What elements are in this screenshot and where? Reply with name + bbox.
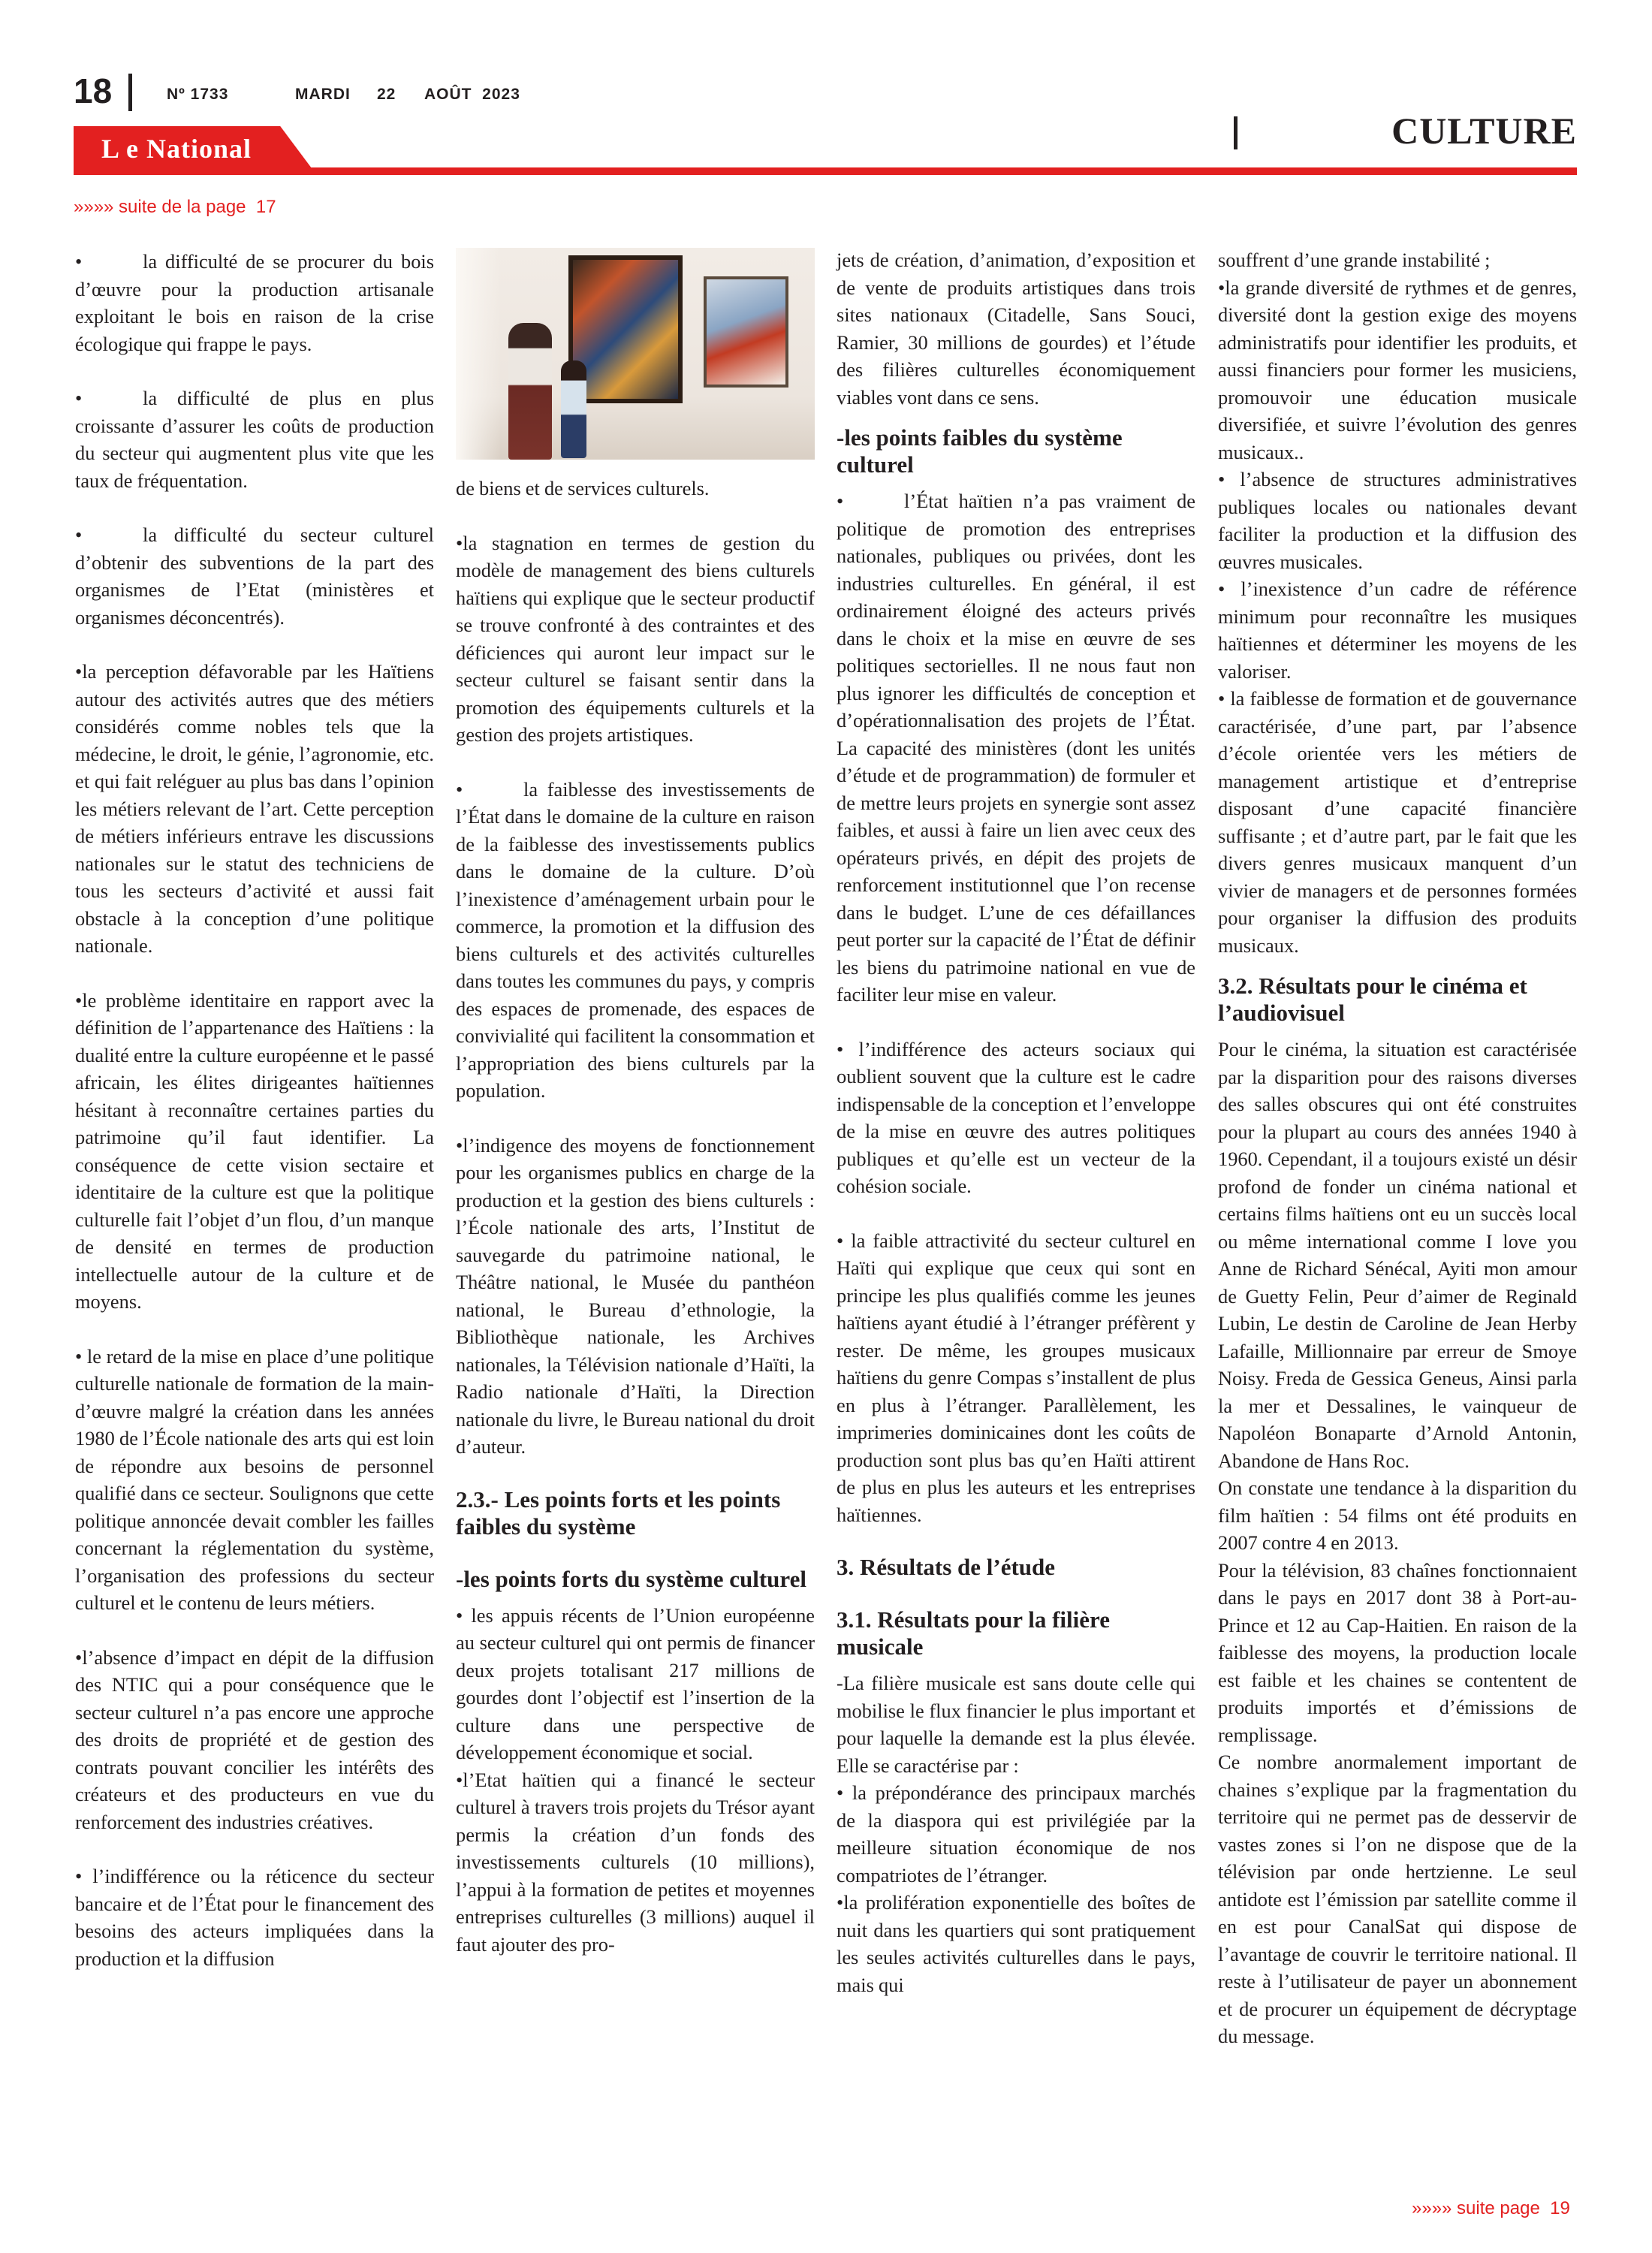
paragraph: • la faible attractivité du secteur culturel en Haïti qui explique que ceux qui sont en principe les plus qualifiés comme les jeunes haïtiens ayant étudié à l’étranger préfèrent y rester. De même, les groupes musicaux haïtiens du genre Compas s’installent de plus en plus à l’étranger. Parallèlement, les imprimeries dominicaines dont les coûts de production sont plus bas qu’en Haïti attirent de plus en plus les auteurs et les entreprises haïtiennes.	[837, 1229, 1195, 1526]
subsection-heading: -les points forts du système culturel	[456, 1565, 806, 1592]
paragraph: • l’indifférence des acteurs sociaux qui oublient souvent que la culture est le cadre indispensable de la conception et l’enveloppe de la mise en œuvre des autres politiques publiques et qu’elle est un vecteur de la cohésion sociale.	[837, 1037, 1195, 1197]
section-divider	[1234, 116, 1237, 149]
paragraph: souffrent d’une grande instabilité ;	[1218, 249, 1491, 271]
painting	[704, 276, 788, 388]
subsection-heading: -les points faibles du système culturel	[837, 424, 1123, 478]
column-1	[75, 248, 434, 1972]
paragraph: • le retard de la mise en place d’une politique culturelle nationale de formation de la main-d’œuvre malgré la création dans les années 1980 de l’École nationale des arts qui est loin de répondre aux besoins de personnel qualifié dans ce secteur. Soulignons que cette politique annoncée devait combler les failles concernant la réglementation du système, l’organisation des professions du secteur culturel et le contenu de leurs métiers.	[75, 1344, 434, 1614]
paragraph: •la perception défavorable par les Haïtiens autour des activités autres que des métiers considérés comme nobles tels que la médecine, le droit, le génie, l’agronomie, etc. et qui fait reléguer au plus bas dans l’opinion les métiers relevant de l’art. Cette perception de métiers inférieurs entrave les discussions nationales sur le statut des techniciens de tous les secteurs d’activité et aussi fait obstacle à la conception d’une politique nationale.	[75, 660, 434, 957]
paragraph: •la stagnation en termes de gestion du modèle de management des biens culturels haïtiens qui explique que le secteur productif se trouve confronté à des contraintes et des déficiences qui auront leur impact sur le secteur culturel se faisant sentir dans la promotion des équipements culturels et la gestion des projets artistiques.	[456, 531, 815, 746]
section-heading: 2.3.- Les points forts et les points faibles du système	[456, 1485, 781, 1540]
paragraph: Pour la télévision, 83 chaînes fonctionnaient dans le pays en 2017 dont 38 à Port-au-Prince et 12 au Cap-Haitien. En raison de la faiblesse des moyens, la production locale est faible et les chaines se contentent de produits importés et d’émissions de remplissage.	[1218, 1558, 1577, 1746]
page-number-divider	[128, 74, 132, 111]
paragraph: • l’absence de structures administratives publiques locales ou nationales devant faciliter la production et la diffusion des œuvres musicales.	[1218, 468, 1577, 573]
column-3	[837, 246, 1195, 1998]
paragraph: • la faiblesse des investissements de l’État dans le domaine de la culture en raison de la faiblesse des investissements publics dans le domaine de la culture. D’où l’inexistence d’aménagement urbain pour le commerce, la promotion et la diffusion des biens culturels et des activités culturelles dans toutes les communes du pays, y compris des espaces de promenade, des espaces de convivialité qui facilitent la consommation et l’appropriation des biens culturels par la population.	[456, 777, 815, 1102]
paragraph: Ce nombre anormalement important de chaines s’explique par la fragmentation du territoire qui ne permet pas de desservir de vastes zones si l’on ne dispose que de la télévision par onde hertzienne. Le seul antidote est l’émission par satellite comme il en est pour CanalSat qui dispose de l’avantage de couvrir le territoire national. Il reste à l’utilisateur de payer un abonnement et de procurer un équipement de décryptage du message.	[1218, 1751, 1577, 2047]
issue-month-year: AOÛT 2023	[424, 86, 520, 103]
paragraph: • la prépondérance des principaux marchés de la diaspora qui est privilégiée par la meilleure situation économique de nos compatriotes de l’étranger.	[837, 1781, 1195, 1887]
brand-logo: L e National	[101, 134, 252, 164]
paragraph: jets de création, d’animation, d’exposition et de vente de produits artistiques dans trois sites nationaux (Citadelle, Sans Souci, Ramier, 30 millions de gourdes) et l’étude des filières culturelles économiquement viables vont dans ce sens.	[837, 249, 1195, 409]
subsection-heading: 3.1. Résultats pour la filière musicale	[837, 1606, 1110, 1660]
paragraph: •l’absence d’impact en dépit de la diffusion des NTIC qui a pour conséquence que le secteur culturel n’a pas encore une approche des droits de propriété et de gestion des contrats pouvant concilier les intérêts des créateurs et des producteurs en vue du renforcement des industries créatives.	[75, 1645, 434, 1833]
visitor-figure	[508, 323, 552, 460]
continued-to-link[interactable]: »»»» suite page 19	[1412, 2198, 1570, 2218]
paragraph: •l’indigence des moyens de fonctionnement pour les organismes publics en charge de la production et la gestion des biens culturels : l’École nationale des arts, l’Institut de sauvegarde du patrimoine national, le Théâtre national, le Musée du panthéon national, le Bureau d’ethnologie, la Bibliothèque nationale, les Archives nationales, la Télévision nationale d’Haïti, la Radio nationale d’Haïti, la Direction nationale du livre, le Bureau national du droit d’auteur.	[456, 1133, 815, 1458]
paragraph: • la difficulté du secteur culturel d’obtenir des subventions de la part des organismes de l’Etat (ministères et organismes déconcentrés).	[75, 523, 434, 629]
column-2	[456, 248, 815, 1958]
section-label: CULTURE	[1391, 110, 1577, 152]
subsection-heading: 3.2. Résultats pour le cinéma et l’audiovisuel	[1218, 973, 1527, 1026]
paragraph: • la faiblesse de formation et de gouvernance caractérisée, d’une part, par l’absence d’école orientée vers les métiers de management artistique et d’entreprise disposant d’une capacité financière suffisante ; et d’autre part, par le fait que les divers genres musicaux manquent d’un vivier de managers et de personnes formées pour organiser la diffusion des produits musicaux.	[1218, 687, 1577, 957]
page-number: 18	[74, 71, 113, 110]
paragraph: de biens et de services culturels.	[456, 477, 710, 499]
paragraph: •la grande diversité de rythmes et de genres, diversité dont la gestion exige des moyens administratifs pour identifier les produits, et aussi financiers pour former les musiciens, promouvoir une éducation musicale diversifiée, et suivre l’évolution des genres musicaux..	[1218, 276, 1577, 463]
paragraph: -La filière musicale est sans doute celle qui mobilise le flux financier le plus important et pour laquelle la demande est la plus élevée. Elle se caractérise par :	[837, 1672, 1195, 1777]
article-photo	[456, 248, 815, 460]
paragraph: •l’Etat haïtien qui a financé le secteur culturel à travers trois projets du Trésor ayant permis la création d’un fonds des investissements culturels (10 millions), l’appui à la formation de petites et moyennes entreprises culturelles (3 millions) auquel il faut ajouter des pro-	[456, 1768, 815, 1956]
section-heading: 3. Résultats de l’étude	[837, 1554, 1056, 1580]
paragraph: Pour le cinéma, la situation est caractérisée par la disparition pour des raisons diverses des salles obscures qui ont été construites pour la plupart au cours des années 1940 à 1960. Cependant, il a toujours existé un désir profond de fonder un cinéma national et certains films haïtiens ont eu un succès local ou même international comme I love you Anne de Richard Sénécal, Ayiti mon amour de Guetty Felin, Peur d’aimer de Reginald Lubin, Le destin de Caroline de Jean Herby Lafaille, Millionnaire par erreur de Smoye Noisy. Freda de Gessica Geneus, Ainsi parla la mer et Dessalines, le vainqueur de Napoléon Bonaparte d’Arnold Antonin, Abandone de Hans Roc.	[1218, 1038, 1577, 1472]
paragraph: • les appuis récents de l’Union européenne au secteur culturel qui ont permis de financer deux projets totalisant 217 millions de gourdes dont l’objectif est l’insertion de la culture dans une perspective de développement économique et social.	[456, 1603, 815, 1763]
issue-day: MARDI	[295, 86, 351, 103]
header-rule	[74, 167, 1577, 175]
paragraph: •la prolifération exponentielle des boîtes de nuit dans les quartiers qui sont pratiquement les seules activités culturelles dans le pays, mais qui	[837, 1891, 1195, 1996]
paragraph: •le problème identitaire en rapport avec la définition de l’appartenance des Haïtiens : la dualité entre la culture européenne et le passé africain, les élites dirigeantes haïtiennes hésitant à reconnaître certaines parties du patrimoine qu’il faut identifier. La conséquence de cette vision sectaire et identitaire de la culture est que la politique culturelle fait l’objet d’un flou, d’un manque de densité en termes de production intellectuelle autour de la culture et de moyens.	[75, 988, 434, 1313]
column-4	[1218, 246, 1577, 2050]
child-figure	[561, 360, 586, 458]
paragraph: • la difficulté de se procurer du bois d’œuvre pour la production artisanale exploitant le bois en raison de la crise écologique qui frappe le pays.	[75, 250, 434, 355]
paragraph: • l’État haïtien n’a pas vraiment de politique de promotion des entreprises nationales, publiques ou privées, dont les industries culturelles. En général, il est ordinairement éloigné des acteurs privés dans le choix et la mise en œuvre de ses politiques sectorielles. Il ne nous faut non plus ignorer les difficultés de conception et d’opérationnalisation des projets de l’État. La capacité des ministères (dont les unités d’étude et de programmation) de formuler et de mettre leurs projets en synergie sont assez faibles, et aussi à faire un lien avec ceux des opérateurs privés, en dépit des projets de renforcement institutionnel que l’on recense dans le budget. L’une de ces défaillances peut porter sur la capacité de l’État de définir les biens du patrimoine national en vue de faciliter leur mise en valeur.	[837, 490, 1195, 1006]
paragraph: • la difficulté de plus en plus croissante d’assurer les coûts de production du secteur qui augmentent plus vite que les taux de fréquentation.	[75, 387, 434, 492]
paragraph: • l’inexistence d’un cadre de référence minimum pour reconnaître les musiques haïtiennes et déterminer les moyens de les valoriser.	[1218, 578, 1577, 683]
paragraph: On constate une tendance à la disparition du film haïtien : 54 films ont été produits en 2007 contre 4 en 2013.	[1218, 1476, 1577, 1554]
issue-date: 22	[377, 86, 396, 103]
issue-number: Nº 1733	[167, 86, 229, 103]
paragraph: • l’indifférence ou la réticence du secteur bancaire et de l’État pour le financement des besoins des acteurs impliquées dans la production et la diffusion	[75, 1865, 434, 1970]
continued-from-link[interactable]: »»»» suite de la page 17	[74, 197, 276, 217]
